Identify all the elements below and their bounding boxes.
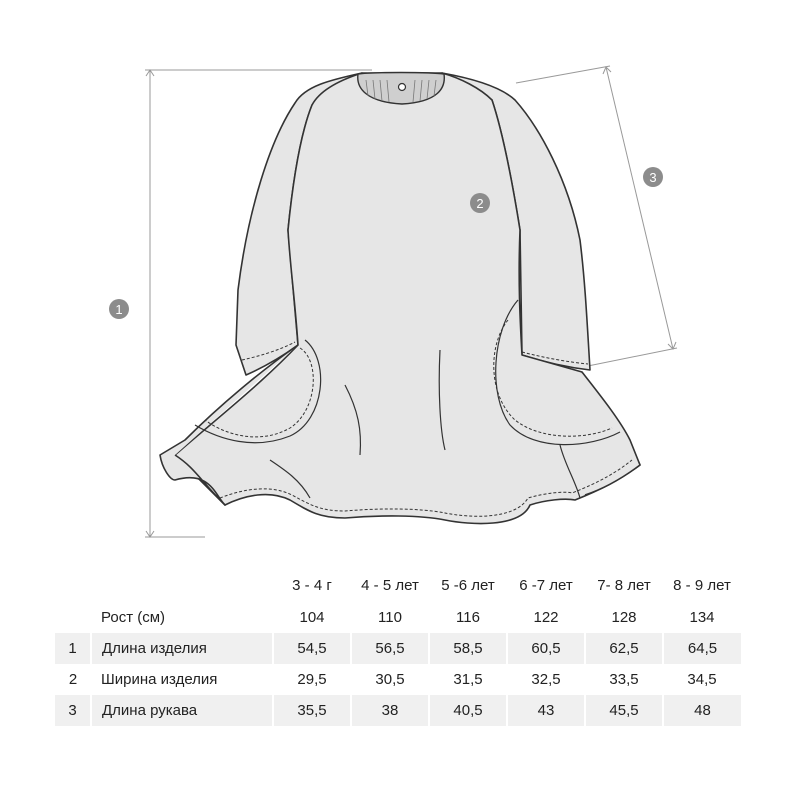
row-number: 3 [55,695,91,726]
table-cell: 33,5 [609,671,639,688]
size-col-header: 4 - 5 лет [361,576,419,594]
row-number: 1 [55,633,91,664]
table-cell: 116 [456,609,480,626]
table-row [55,695,741,726]
table-cell: 58,5 [429,633,507,664]
sleeve-line [606,67,673,349]
height-row [55,602,741,633]
row-number: 2 [68,671,78,688]
table-cell: 40,5 [429,695,507,726]
size-col-header: 6 -7 лет [519,576,573,594]
table-cell: 60,5 [507,633,585,664]
header-blank-num [55,568,91,602]
badge-2 [470,193,490,213]
badge-3 [643,167,663,187]
dress [160,73,640,524]
table-cell: 54,5 [273,633,351,664]
table-cell: 38 [351,695,429,726]
row-label: Ширина изделия [101,671,218,688]
table-cell: 43 [507,695,585,726]
table-row [55,633,741,664]
table-cell: 35,5 [273,695,351,726]
table-cell: 64,5 [663,633,741,664]
table-cell: 45,5 [585,695,663,726]
table-cell: 56,5 [351,633,429,664]
row-label: Длина изделия [91,633,273,664]
row-number [55,602,91,633]
row-label: Длина рукава [91,695,273,726]
size-col-header: 8 - 9 лет [673,576,731,594]
table-cell: 32,5 [531,671,561,688]
size-col-header: 3 - 4 г [292,576,332,594]
size-header-row [55,568,741,602]
size-table [55,568,741,726]
svg-text:1: 1 [115,302,123,317]
badge-1 [109,299,129,319]
header-blank-label [91,568,273,602]
row-label: Рост (см) [101,609,166,626]
table-cell: 128 [611,609,637,626]
table-cell: 48 [663,695,741,726]
table-cell: 62,5 [585,633,663,664]
table-cell: 110 [378,609,402,626]
right-side-panel [582,372,640,495]
table-cell: 31,5 [453,671,483,688]
table-cell: 30,5 [375,671,405,688]
svg-text:3: 3 [649,170,657,185]
table-cell: 34,5 [687,671,717,688]
size-col-header: 7- 8 лет [597,576,651,594]
sleeve-bottom-guide [578,348,677,368]
table-cell: 122 [533,609,559,626]
svg-text:2: 2 [476,196,484,211]
table-cell: 104 [299,609,325,626]
table-cell: 134 [689,609,715,626]
table-cell: 29,5 [297,671,327,688]
sleeve-top-guide [516,66,610,83]
size-col-header: 5 -6 лет [441,576,495,594]
collar-button-icon [399,84,406,91]
table-row [55,664,741,695]
